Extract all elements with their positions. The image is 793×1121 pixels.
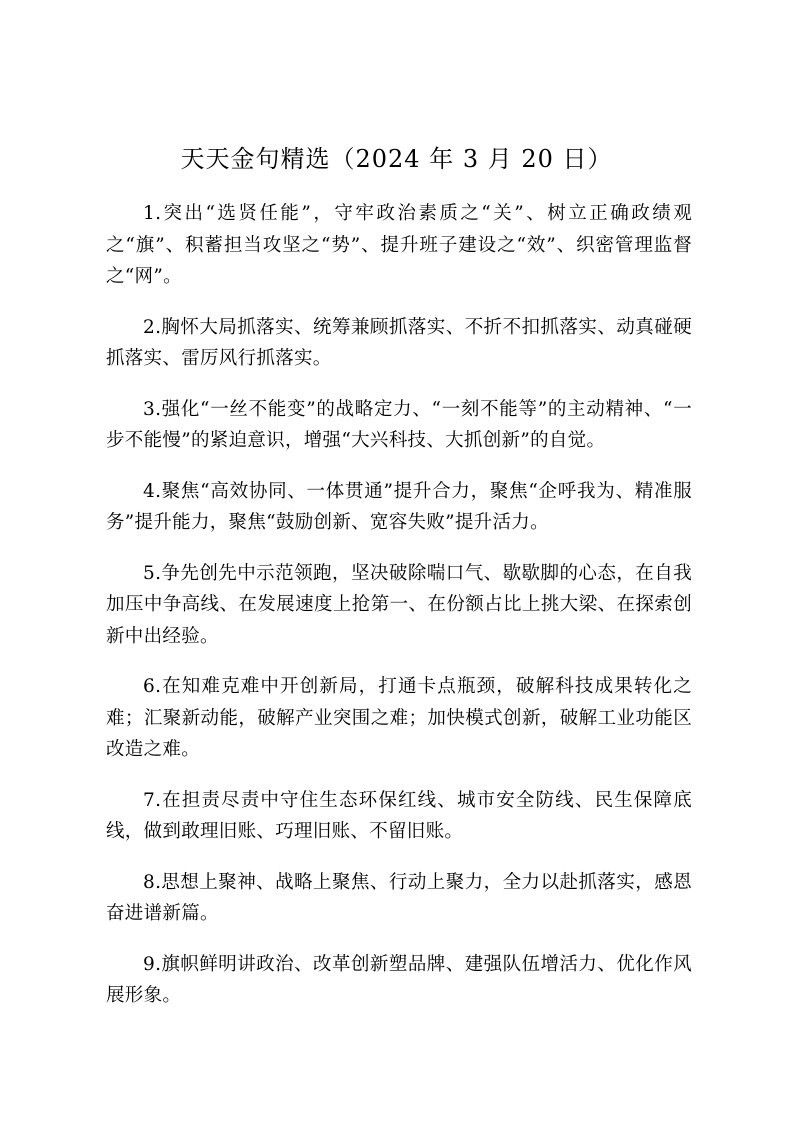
quote-item-6: 6.在知难克难中开创新局，打通卡点瓶颈，破解科技成果转化之难；汇聚新动能，破解产业突围之难；加快模式创新，破解工业功能区改造之难。 <box>106 676 692 760</box>
quote-item-2: 2.胸怀大局抓落实、统筹兼顾抓落实、不折不扣抓落实、动真碰硬抓落实、雷厉风行抓落实。 <box>106 316 692 369</box>
quote-item-4: 4.聚焦“高效协同、一体贯通”提升合力，聚焦“企呼我为、精准服务”提升能力，聚焦“鼓励创新、宽容失败”提升活力。 <box>106 480 692 533</box>
quote-item-7: 7.在担责尽责中守住生态环保红线、城市安全防线、民生保障底线，做到敢理旧账、巧理旧账、不留旧账。 <box>106 789 692 842</box>
quote-item-3: 3.强化“一丝不能变”的战略定力、“一刻不能等”的主动精神、“一步不能慢”的紧迫意识，增强“大兴科技、大抓创新”的自觉。 <box>106 398 692 451</box>
page-title: 天天金句精选（2024 年 3 月 20 日） <box>180 145 613 173</box>
quote-item-1: 1.突出“选贤任能”，守牢政治素质之“关”、树立正确政绩观之“旗”、积蓄担当攻坚之“势”、提升班子建设之“效”、织密管理监督之“网”。 <box>106 203 692 287</box>
quote-item-8: 8.思想上聚神、战略上聚焦、行动上聚力，全力以赴抓落实，感恩奋进谱新篇。 <box>106 871 692 924</box>
quote-item-5: 5.争先创先中示范领跑，坚决破除喘口气、歇歇脚的心态，在自我加压中争高线、在发展速度上抢第一、在份额占比上挑大梁、在探索创新中出经验。 <box>106 562 692 647</box>
quote-item-9: 9.旗帜鲜明讲政治、改革创新塑品牌、建强队伍增活力、优化作风展形象。 <box>106 953 692 1006</box>
quote-list <box>106 198 692 1031</box>
